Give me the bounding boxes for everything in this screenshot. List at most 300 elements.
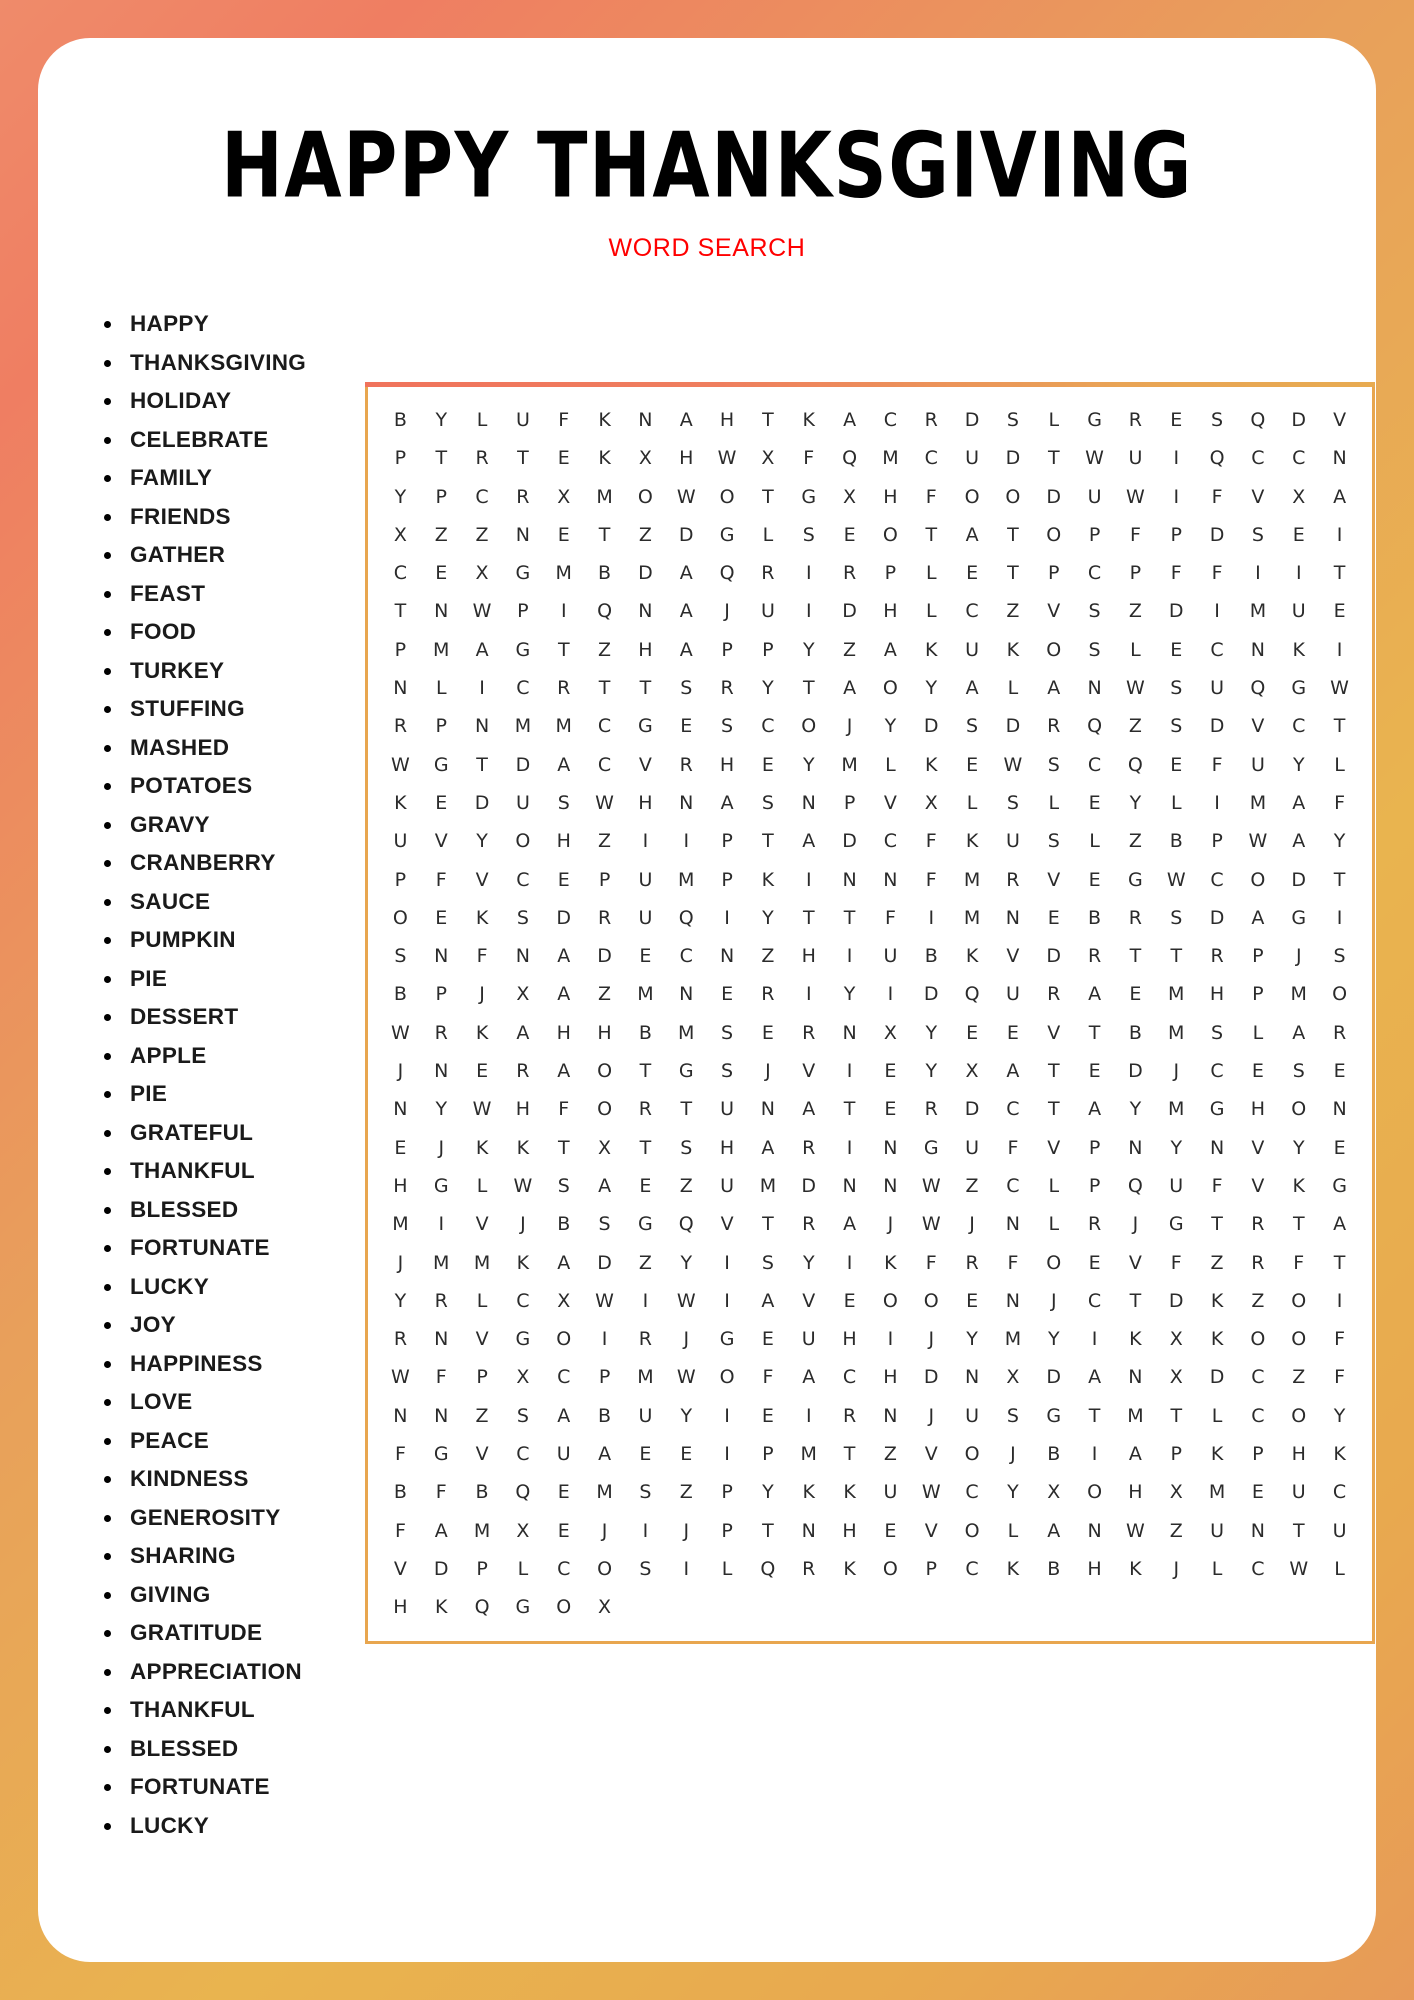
grid-letter[interactable]: E (639, 945, 652, 968)
grid-letter[interactable]: R (557, 677, 571, 700)
grid-letter[interactable]: V (883, 791, 897, 814)
grid-letter[interactable]: Y (802, 638, 815, 661)
grid-letter[interactable]: L (721, 1557, 733, 1580)
grid-letter[interactable]: G (1128, 868, 1143, 891)
grid-letter[interactable]: D (801, 1174, 817, 1197)
grid-letter[interactable]: Y (1292, 753, 1305, 776)
grid-letter[interactable]: R (761, 983, 775, 1006)
grid-letter[interactable]: X (557, 1289, 571, 1312)
grid-letter[interactable]: J (397, 1060, 404, 1083)
grid-letter[interactable]: E (884, 1060, 897, 1083)
grid-letter[interactable]: K (802, 409, 815, 431)
grid-letter[interactable]: I (601, 1328, 608, 1351)
grid-letter[interactable]: N (1087, 677, 1102, 700)
grid-letter[interactable]: Z (1128, 715, 1142, 738)
grid-letter[interactable]: Y (762, 906, 774, 929)
grid-letter[interactable]: H (842, 1519, 857, 1542)
grid-letter[interactable]: T (598, 677, 611, 700)
grid-letter[interactable]: G (638, 715, 653, 738)
grid-letter[interactable]: Z (679, 1174, 693, 1197)
grid-letter[interactable]: S (1006, 791, 1019, 814)
grid-letter[interactable]: V (475, 1328, 489, 1351)
grid-letter[interactable]: Z (598, 830, 612, 853)
grid-letter[interactable]: K (1210, 1443, 1224, 1466)
grid-letter[interactable]: E (1088, 791, 1101, 814)
grid-letter[interactable]: C (842, 1366, 857, 1389)
grid-letter[interactable]: H (719, 409, 735, 431)
grid-letter[interactable]: L (925, 600, 937, 623)
grid-letter[interactable]: Q (1209, 447, 1225, 470)
grid-letter[interactable]: F (1170, 1251, 1182, 1274)
grid-letter[interactable]: O (556, 1596, 572, 1619)
grid-letter[interactable]: J (479, 983, 485, 1006)
grid-letter[interactable]: A (843, 677, 857, 700)
grid-letter[interactable]: C (557, 1557, 571, 1580)
grid-letter[interactable]: F (884, 906, 896, 929)
grid-letter[interactable]: R (1128, 409, 1142, 431)
grid-letter[interactable]: O (1291, 1289, 1307, 1312)
grid-letter[interactable]: S (1170, 906, 1183, 929)
grid-letter[interactable]: N (474, 715, 490, 738)
grid-letter[interactable]: T (762, 485, 774, 508)
grid-letter[interactable]: P (1252, 983, 1264, 1006)
grid-letter[interactable]: N (801, 791, 816, 814)
grid-letter[interactable]: N (1332, 1098, 1347, 1121)
grid-letter[interactable]: N (434, 1328, 449, 1351)
grid-letter[interactable]: X (393, 523, 407, 546)
grid-letter[interactable]: M (1168, 983, 1185, 1006)
grid-letter[interactable]: E (721, 983, 734, 1006)
grid-letter[interactable]: K (1292, 638, 1305, 661)
grid-letter[interactable]: D (1209, 523, 1225, 546)
grid-letter[interactable]: N (1332, 447, 1347, 470)
grid-letter[interactable]: S (516, 1404, 529, 1427)
grid-letter[interactable]: V (1251, 1174, 1265, 1197)
grid-letter[interactable]: T (1211, 1213, 1223, 1236)
grid-letter[interactable]: C (679, 945, 693, 968)
grid-letter[interactable]: R (1087, 945, 1102, 968)
grid-letter[interactable]: U (393, 830, 408, 853)
grid-letter[interactable]: F (1007, 1136, 1019, 1159)
grid-letter[interactable]: S (721, 1021, 734, 1044)
grid-letter[interactable]: C (1210, 1060, 1224, 1083)
grid-letter[interactable]: R (1006, 868, 1020, 891)
grid-letter[interactable]: I (1336, 906, 1343, 929)
grid-letter[interactable]: H (597, 1021, 612, 1044)
grid-letter[interactable]: N (842, 1021, 857, 1044)
grid-letter[interactable]: D (1209, 906, 1225, 929)
grid-letter[interactable]: O (1250, 1328, 1266, 1351)
grid-letter[interactable]: Z (1292, 1366, 1306, 1389)
grid-letter[interactable]: C (1251, 447, 1265, 470)
grid-letter[interactable]: A (679, 600, 693, 623)
grid-letter[interactable]: A (679, 638, 693, 661)
grid-letter[interactable]: S (1047, 753, 1060, 776)
grid-letter[interactable]: X (843, 485, 857, 508)
grid-letter[interactable]: P (1211, 830, 1223, 853)
grid-letter[interactable]: E (966, 562, 979, 585)
grid-letter[interactable]: D (433, 1557, 449, 1580)
grid-letter[interactable]: F (394, 1443, 406, 1466)
grid-letter[interactable]: W (1126, 1519, 1145, 1542)
grid-letter[interactable]: E (1047, 906, 1060, 929)
grid-letter[interactable]: V (434, 830, 448, 853)
grid-letter[interactable]: O (964, 1519, 980, 1542)
grid-letter[interactable]: A (679, 409, 693, 431)
grid-letter[interactable]: Y (843, 983, 856, 1006)
grid-letter[interactable]: J (887, 1213, 894, 1236)
grid-letter[interactable]: M (963, 906, 981, 929)
grid-letter[interactable]: O (1332, 983, 1348, 1006)
grid-letter[interactable]: F (435, 868, 447, 891)
grid-letter[interactable]: Z (1128, 830, 1142, 853)
grid-letter[interactable]: X (1169, 1328, 1183, 1351)
grid-letter[interactable]: X (475, 562, 489, 585)
grid-letter[interactable]: E (1292, 523, 1305, 546)
grid-letter[interactable]: T (1007, 562, 1019, 585)
grid-letter[interactable]: C (1087, 1289, 1102, 1312)
grid-letter[interactable]: H (556, 830, 571, 853)
grid-letter[interactable]: Y (925, 1060, 938, 1083)
grid-letter[interactable]: V (802, 1289, 816, 1312)
grid-letter[interactable]: C (965, 1481, 979, 1504)
grid-letter[interactable]: T (1333, 562, 1346, 585)
grid-letter[interactable]: I (805, 1404, 812, 1427)
grid-letter[interactable]: K (516, 1251, 530, 1274)
grid-letter[interactable]: Y (1007, 1481, 1019, 1504)
grid-letter[interactable]: A (761, 1136, 775, 1159)
grid-letter[interactable]: O (882, 1289, 898, 1312)
grid-letter[interactable]: A (557, 1060, 571, 1083)
grid-letter[interactable]: D (597, 945, 612, 968)
grid-letter[interactable]: I (805, 868, 812, 891)
grid-letter[interactable]: F (925, 868, 937, 891)
grid-letter[interactable]: H (1087, 1557, 1102, 1580)
grid-letter[interactable]: G (1291, 677, 1307, 700)
grid-letter[interactable]: P (721, 1481, 733, 1504)
grid-letter[interactable]: P (476, 1366, 488, 1389)
grid-letter[interactable]: K (1210, 1289, 1224, 1312)
grid-letter[interactable]: O (964, 485, 980, 508)
grid-letter[interactable]: N (1087, 1519, 1102, 1542)
grid-letter[interactable]: V (638, 753, 652, 776)
grid-letter[interactable]: G (1332, 1174, 1347, 1197)
grid-letter[interactable]: I (683, 1557, 690, 1580)
grid-letter[interactable]: E (639, 1174, 652, 1197)
grid-letter[interactable]: I (887, 1328, 894, 1351)
grid-letter[interactable]: H (801, 945, 816, 968)
grid-letter[interactable]: I (805, 983, 812, 1006)
grid-letter[interactable]: S (802, 523, 815, 546)
grid-letter[interactable]: C (1251, 1557, 1265, 1580)
grid-letter[interactable]: T (1007, 523, 1019, 546)
grid-letter[interactable]: M (1004, 1328, 1022, 1351)
grid-letter[interactable]: K (843, 1481, 856, 1504)
grid-letter[interactable]: W (921, 1174, 941, 1197)
grid-letter[interactable]: J (1295, 945, 1302, 968)
grid-letter[interactable]: L (1048, 1174, 1060, 1197)
grid-letter[interactable]: P (762, 1443, 774, 1466)
grid-letter[interactable]: A (679, 562, 693, 585)
grid-letter[interactable]: X (598, 1136, 612, 1159)
grid-letter[interactable]: L (1211, 1404, 1223, 1427)
grid-letter[interactable]: J (683, 1328, 690, 1351)
grid-letter[interactable]: A (557, 1404, 571, 1427)
grid-letter[interactable]: A (1006, 1060, 1020, 1083)
grid-letter[interactable]: L (476, 1174, 488, 1197)
grid-letter[interactable]: M (637, 1366, 654, 1389)
grid-letter[interactable]: B (1128, 1021, 1142, 1044)
grid-letter[interactable]: R (802, 1136, 816, 1159)
grid-letter[interactable]: H (515, 1098, 531, 1121)
grid-letter[interactable]: A (557, 945, 571, 968)
grid-letter[interactable]: C (557, 1366, 571, 1389)
grid-letter[interactable]: P (435, 983, 447, 1006)
grid-letter[interactable]: E (761, 753, 774, 776)
grid-letter[interactable]: S (966, 715, 979, 738)
grid-letter[interactable]: R (1332, 1021, 1347, 1044)
grid-letter[interactable]: D (678, 523, 694, 546)
grid-letter[interactable]: S (761, 791, 774, 814)
grid-letter[interactable]: T (1292, 1519, 1305, 1542)
grid-letter[interactable]: X (883, 1021, 897, 1044)
grid-letter[interactable]: P (1129, 562, 1142, 585)
grid-letter[interactable]: M (678, 1021, 695, 1044)
grid-letter[interactable]: N (434, 1060, 449, 1083)
grid-letter[interactable]: O (923, 1289, 939, 1312)
grid-letter[interactable]: I (1295, 562, 1302, 585)
grid-letter[interactable]: V (1251, 1136, 1265, 1159)
grid-letter[interactable]: Y (802, 753, 815, 776)
grid-letter[interactable]: F (1293, 1251, 1305, 1274)
grid-letter[interactable]: R (475, 447, 489, 470)
grid-letter[interactable]: K (1129, 1557, 1142, 1580)
grid-letter[interactable]: G (1291, 906, 1307, 929)
grid-letter[interactable]: I (928, 906, 935, 929)
grid-letter[interactable]: P (721, 830, 733, 853)
grid-letter[interactable]: B (924, 945, 938, 968)
grid-letter[interactable]: F (925, 1251, 937, 1274)
grid-letter[interactable]: W (1085, 447, 1104, 470)
grid-letter[interactable]: C (1292, 447, 1306, 470)
grid-letter[interactable]: R (1087, 1213, 1102, 1236)
grid-letter[interactable]: C (1251, 1404, 1265, 1427)
grid-letter[interactable]: E (680, 715, 693, 738)
grid-letter[interactable]: I (1214, 791, 1220, 814)
grid-letter[interactable]: D (842, 830, 857, 853)
grid-letter[interactable]: W (391, 753, 410, 776)
grid-letter[interactable]: G (1046, 1404, 1062, 1427)
grid-letter[interactable]: T (1333, 1251, 1346, 1274)
grid-letter[interactable]: R (516, 485, 530, 508)
grid-letter[interactable]: P (843, 791, 856, 814)
grid-letter[interactable]: A (516, 1021, 530, 1044)
grid-letter[interactable]: A (598, 1443, 612, 1466)
grid-letter[interactable]: S (1292, 1060, 1305, 1083)
grid-letter[interactable]: H (679, 447, 694, 470)
grid-letter[interactable]: W (921, 1213, 941, 1236)
grid-letter[interactable]: Z (843, 638, 857, 661)
grid-letter[interactable]: A (1292, 791, 1306, 814)
grid-letter[interactable]: R (1251, 1213, 1265, 1236)
grid-letter[interactable]: F (1211, 485, 1223, 508)
grid-letter[interactable]: L (1130, 638, 1141, 661)
grid-letter[interactable]: N (719, 945, 735, 968)
grid-letter[interactable]: R (924, 1098, 938, 1121)
grid-letter[interactable]: I (724, 906, 730, 929)
grid-letter[interactable]: D (842, 600, 857, 623)
grid-letter[interactable]: A (557, 753, 571, 776)
grid-letter[interactable]: W (595, 791, 614, 814)
grid-letter[interactable]: F (1334, 791, 1346, 814)
grid-letter[interactable]: W (1166, 868, 1186, 891)
grid-letter[interactable]: I (846, 1136, 853, 1159)
grid-letter[interactable]: U (1210, 1519, 1225, 1542)
grid-letter[interactable]: H (556, 1021, 571, 1044)
grid-letter[interactable]: E (761, 1404, 774, 1427)
grid-letter[interactable]: U (638, 868, 653, 891)
grid-letter[interactable]: Z (1128, 600, 1142, 623)
grid-letter[interactable]: U (1005, 983, 1020, 1006)
grid-letter[interactable]: U (1332, 1519, 1347, 1542)
grid-letter[interactable]: A (761, 1289, 775, 1312)
grid-letter[interactable]: A (1088, 983, 1102, 1006)
grid-letter[interactable]: Q (1127, 1174, 1143, 1197)
grid-letter[interactable]: T (639, 1060, 652, 1083)
grid-letter[interactable]: M (882, 447, 899, 470)
grid-letter[interactable]: X (1006, 1366, 1020, 1389)
grid-letter[interactable]: V (393, 1557, 407, 1580)
grid-letter[interactable]: P (394, 638, 407, 661)
grid-letter[interactable]: S (680, 1136, 693, 1159)
grid-letter[interactable]: Q (760, 1557, 776, 1580)
grid-letter[interactable]: Y (435, 1098, 448, 1121)
grid-letter[interactable]: P (762, 638, 774, 661)
grid-letter[interactable]: I (1214, 600, 1220, 623)
grid-letter[interactable]: T (1333, 715, 1346, 738)
grid-letter[interactable]: R (1251, 1251, 1265, 1274)
grid-letter[interactable]: F (925, 485, 937, 508)
grid-letter[interactable]: G (515, 638, 531, 661)
grid-letter[interactable]: R (679, 753, 693, 776)
grid-letter[interactable]: K (1006, 1557, 1020, 1580)
grid-letter[interactable]: O (392, 906, 408, 929)
grid-letter[interactable]: A (1333, 485, 1347, 508)
grid-letter[interactable]: L (435, 677, 447, 700)
grid-letter[interactable]: F (1334, 1328, 1346, 1351)
grid-letter[interactable]: J (520, 1213, 526, 1236)
grid-letter[interactable]: Q (1250, 677, 1266, 700)
grid-letter[interactable]: Y (435, 409, 448, 431)
grid-letter[interactable]: Y (1129, 1098, 1142, 1121)
grid-letter[interactable]: O (637, 485, 653, 508)
grid-letter[interactable]: S (1251, 523, 1264, 546)
grid-letter[interactable]: L (885, 753, 896, 776)
grid-letter[interactable]: F (1211, 1174, 1223, 1197)
grid-letter[interactable]: M (433, 1251, 450, 1274)
grid-letter[interactable]: B (1088, 906, 1102, 929)
grid-letter[interactable]: R (516, 1060, 530, 1083)
grid-letter[interactable]: A (1047, 677, 1061, 700)
grid-letter[interactable]: P (925, 1557, 937, 1580)
grid-letter[interactable]: M (963, 868, 981, 891)
grid-letter[interactable]: N (434, 945, 449, 968)
grid-letter[interactable]: S (1211, 1021, 1224, 1044)
grid-letter[interactable]: L (1170, 791, 1182, 814)
grid-letter[interactable]: C (516, 677, 530, 700)
grid-letter[interactable]: I (846, 1251, 853, 1274)
grid-letter[interactable]: T (1129, 1289, 1142, 1312)
grid-letter[interactable]: O (882, 1557, 898, 1580)
grid-letter[interactable]: E (1088, 1060, 1101, 1083)
grid-letter[interactable]: C (1292, 715, 1306, 738)
grid-letter[interactable]: F (1007, 1251, 1019, 1274)
grid-letter[interactable]: E (761, 1328, 774, 1351)
grid-letter[interactable]: B (393, 1481, 407, 1504)
grid-letter[interactable]: S (557, 1174, 570, 1197)
grid-letter[interactable]: Y (1170, 1136, 1183, 1159)
grid-letter[interactable]: V (1251, 715, 1265, 738)
grid-letter[interactable]: Y (1292, 1136, 1305, 1159)
grid-letter[interactable]: D (1168, 1289, 1184, 1312)
grid-letter[interactable]: U (760, 600, 775, 623)
grid-letter[interactable]: V (720, 1213, 734, 1236)
grid-letter[interactable]: M (555, 715, 572, 738)
grid-letter[interactable]: F (435, 1366, 447, 1389)
grid-letter[interactable]: C (1332, 1481, 1347, 1504)
grid-letter[interactable]: V (802, 1060, 816, 1083)
grid-letter[interactable]: Z (761, 945, 775, 968)
grid-letter[interactable]: P (1252, 1443, 1264, 1466)
grid-letter[interactable]: I (1255, 562, 1261, 585)
grid-letter[interactable]: L (925, 562, 937, 585)
grid-letter[interactable]: X (516, 1519, 530, 1542)
grid-letter[interactable]: V (1047, 1021, 1061, 1044)
grid-letter[interactable]: J (928, 1404, 935, 1427)
grid-letter[interactable]: S (516, 906, 529, 929)
grid-letter[interactable]: S (1170, 715, 1183, 738)
grid-letter[interactable]: S (1006, 1404, 1019, 1427)
grid-letter[interactable]: I (683, 830, 690, 853)
grid-letter[interactable]: G (1209, 1098, 1225, 1121)
grid-letter[interactable]: P (598, 868, 611, 891)
grid-letter[interactable]: U (1250, 753, 1265, 776)
grid-letter[interactable]: C (924, 447, 938, 470)
grid-letter[interactable]: E (1129, 983, 1142, 1006)
grid-letter[interactable]: D (597, 1251, 612, 1274)
grid-letter[interactable]: X (638, 447, 652, 470)
grid-letter[interactable]: R (638, 1328, 652, 1351)
grid-letter[interactable]: E (1333, 1060, 1346, 1083)
grid-letter[interactable]: O (1291, 1328, 1307, 1351)
grid-letter[interactable]: R (393, 1328, 408, 1351)
grid-letter[interactable]: M (841, 753, 858, 776)
grid-letter[interactable]: I (846, 1060, 853, 1083)
grid-letter[interactable]: N (964, 1366, 980, 1389)
grid-letter[interactable]: Y (680, 1404, 693, 1427)
grid-letter[interactable]: O (1291, 1404, 1307, 1427)
grid-letter[interactable]: Z (883, 1443, 897, 1466)
grid-letter[interactable]: J (1173, 1557, 1180, 1580)
grid-letter[interactable]: E (435, 906, 448, 929)
grid-letter[interactable]: K (802, 1481, 815, 1504)
grid-letter[interactable]: H (1209, 983, 1225, 1006)
grid-letter[interactable]: W (391, 1021, 410, 1044)
grid-letter[interactable]: O (1005, 485, 1021, 508)
grid-letter[interactable]: T (762, 1213, 774, 1236)
grid-letter[interactable]: A (802, 830, 816, 853)
grid-letter[interactable]: P (435, 715, 447, 738)
